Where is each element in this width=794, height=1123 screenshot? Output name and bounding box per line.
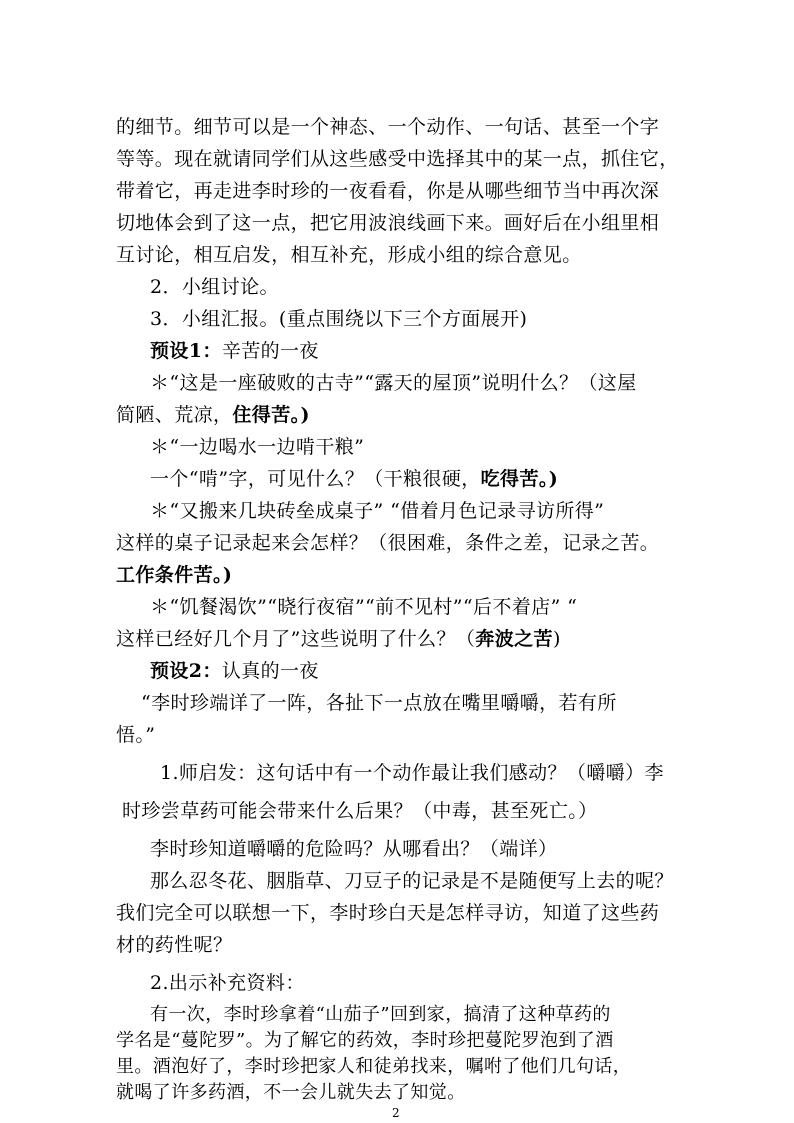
page-number: 2 bbox=[392, 1106, 400, 1120]
item-2-emphasis: 吃得苦。) bbox=[480, 468, 559, 490]
story-line-1: 有一次，李时珍拿着“山茄子”回到家，搞清了这种草药的 bbox=[150, 1004, 611, 1025]
story-line-2: 学名是“蔓陀罗”。为了解它的药效，李时珍把蔓陀罗泡到了酒 bbox=[116, 1030, 614, 1051]
preset-2-title: 认真的一夜 bbox=[221, 660, 319, 682]
supplement-heading: 2.出示补充资料： bbox=[150, 972, 305, 994]
preset-2 bbox=[150, 658, 319, 684]
item-3-line-2: 这样的桌子记录起来会怎样？（很困难，条件之差，记录之苦。 bbox=[116, 532, 660, 554]
question-line-3: 材的药性呢？ bbox=[116, 934, 233, 956]
item-4-line-2 bbox=[116, 626, 561, 652]
teacher-line-3: 李时珍知道嚼嚼的危险吗？从哪看出？（端详） bbox=[150, 838, 558, 860]
item-4-text: 这样已经好几个月了”这些说明了什么？（ bbox=[116, 628, 476, 650]
item-3-line-1: ＊“又搬来几块砖垒成桌子” “借着月色记录寻访所得” bbox=[150, 500, 605, 522]
intro-line-2: 等等。现在就请同学们从这些感受中选择其中的某一点，抓住它， bbox=[116, 148, 679, 170]
item-1-line-1: ＊“这是一座破败的古寺”“露天的屋顶”说明什么？（这屋 bbox=[150, 372, 637, 394]
teacher-line-2: 时珍尝草药可能会带来什么后果？（中毒，甚至死亡。） bbox=[122, 800, 598, 822]
item-4-line-1: ＊“饥餐渴饮”“晓行夜宿”“前不见村”“后不着店” “ bbox=[150, 596, 578, 618]
item-2-line-1: ＊“一边喝水一边啃干粮” bbox=[150, 436, 365, 458]
preset-1-title: 辛苦的一夜 bbox=[221, 340, 319, 362]
preset-2-label: 预设2： bbox=[150, 660, 222, 682]
question-line-1: 那么忍冬花、胭脂草、刀豆子的记录是不是随便写上去的呢？ bbox=[150, 870, 674, 892]
item-1-emphasis: 住得苦。) bbox=[232, 404, 310, 426]
item-4-emphasis: 奔波之苦 bbox=[475, 628, 553, 650]
intro-line-5: 互讨论，相互启发，相互补充，形成小组的综合意见。 bbox=[116, 244, 582, 266]
item-1-line-2 bbox=[116, 402, 310, 428]
intro-line-4: 切地体会到了这一点，把它用波浪线画下来。画好后在小组里相 bbox=[116, 212, 660, 234]
item-4-close: ) bbox=[552, 628, 561, 650]
item-2-text: 一个“啃”字，可见什么？（干粮很硬， bbox=[150, 468, 481, 490]
story-line-3: 里。酒泡好了，李时珍把家人和徒弟找来，嘱咐了他们几句话， bbox=[116, 1056, 632, 1077]
quote-line-2: 悟。” bbox=[116, 724, 156, 746]
item-2-line-2 bbox=[150, 466, 558, 492]
intro-line-3: 带着它，再走进李时珍的一夜看看，你是从哪些细节当中再次深 bbox=[116, 180, 660, 202]
story-line-4: 就喝了许多药酒，不一会儿就失去了知觉。 bbox=[116, 1082, 466, 1103]
item-1-text: 简陋、荒凉， bbox=[116, 404, 233, 426]
item-3-line-3 bbox=[116, 562, 232, 588]
intro-line-1: 的细节。细节可以是一个神态、一个动作、一句话、甚至一个字 bbox=[116, 116, 660, 138]
item-3-emphasis: 工作条件苦。) bbox=[116, 564, 233, 586]
preset-1 bbox=[150, 338, 319, 364]
preset-1-label: 预设1： bbox=[150, 340, 222, 362]
teacher-line-1: 1.师启发：这句话中有一个动作最让我们感动？（嚼嚼）李 bbox=[160, 762, 664, 784]
step-2: 2．小组讨论。 bbox=[150, 276, 279, 298]
question-line-2: 我们完全可以联想一下，李时珍白天是怎样寻访，知道了这些药 bbox=[116, 902, 660, 924]
quote-line-1: “李时珍端详了一阵，各扯下一点放在嘴里嚼嚼，若有所 bbox=[141, 692, 617, 714]
step-3: 3．小组汇报。(重点围绕以下三个方面展开) bbox=[150, 308, 528, 330]
